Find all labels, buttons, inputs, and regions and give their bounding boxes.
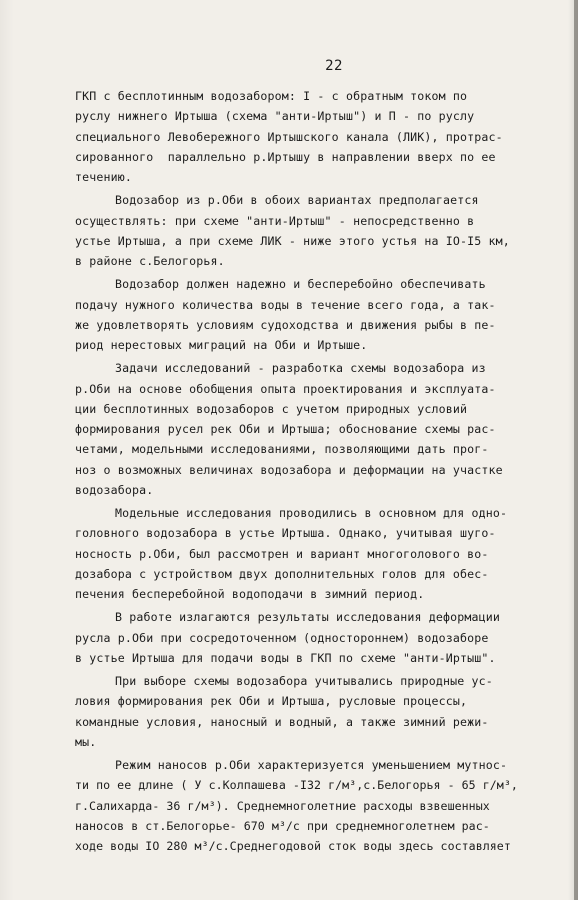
text-line: наносов в ст.Белогорье- 670 м³/с при среднемноголетнем рас- [75, 818, 490, 833]
text-line: г.Салихарда- 36 г/м³). Среднемноголетние расходы взвешенных [75, 798, 490, 813]
text-line: р.Оби на основе обобщения опыта проектирования и эксплуата- [75, 381, 496, 396]
text-line: ловия формирования рек Оби и Иртыша, русловые процессы, [75, 694, 468, 709]
text-line: русла р.Оби при сосредоточенном (одностороннем) водозаборе [75, 630, 489, 645]
text-line: течению. [75, 170, 133, 184]
text-line: риод нерестовых миграций на Оби и Иртыше. [75, 338, 368, 352]
body-text [75, 86, 575, 856]
text-line: четами, модельными исследованиями, позволяющими дать прог- [75, 442, 489, 457]
paragraph-first-line: Задачи исследований - разработка схемы водозабора из [115, 361, 486, 376]
text-line: руслу нижнего Иртыша (схема "анти-Иртыш") и П - по руслу [75, 109, 475, 124]
text-line: водозабора. [75, 482, 154, 497]
text-line: специального Левобережного Иртышского канала (ЛИК), протрас- [75, 129, 503, 144]
text-line: ноз о возможных величинах водозабора и деформации на участке [75, 462, 503, 477]
text-line: сированного параллельно р.Иртышу в направлении вверх по ее [75, 149, 496, 164]
text-line: в устье Иртыша для подачи воды в ГКП по схеме "анти-Иртыш". [75, 650, 496, 665]
text-line: командные условия, наносный и водный, а также зимний режи- [75, 714, 489, 729]
text-line: ГКП с бесплотинным водозабором: I - с обратным током по [75, 89, 468, 103]
text-line: дозабора с устройством двух дополнительных голов для обес- [75, 566, 489, 581]
paragraph-first-line: Модельные исследования проводились в основном для одно- [115, 506, 508, 520]
paragraph-first-line: Режим наносов р.Оби характеризуется уменьшением мутнос- [115, 758, 508, 772]
text-line: ходе воды IO 280 м³/с.Среднегодовой сток воды здесь составляет [75, 839, 511, 853]
text-line: носность р.Оби, был рассмотрен и вариант многоголового во- [75, 546, 489, 561]
text-line: осуществлять: при схеме "анти-Иртыш" - непосредственно в [75, 213, 475, 228]
text-line: мы. [75, 734, 97, 749]
text-line: печения бесперебойной водоподачи в зимний период. [75, 587, 425, 601]
paragraph-first-line: Водозабор из р.Оби в обоих вариантах предполагается [115, 193, 479, 208]
text-line: головного водозабора в устье Иртыша. Однако, учитывая шуго- [75, 526, 496, 541]
text-line: в районе с.Белогорья. [75, 254, 225, 268]
text-line: формирования русел рек Оби и Иртыша; обоснование схемы рас- [75, 422, 496, 436]
paragraph-first-line: Водозабор должен надежно и бесперебойно обеспечивать [115, 277, 486, 292]
page-number: 22 [325, 58, 343, 74]
text-line: же удовлетворять условиям судоходства и движения рыбы в пе- [75, 317, 496, 332]
paragraph-first-line: В работе излагаются результаты исследования деформации [115, 610, 501, 625]
paragraph-first-line: При выборе схемы водозабора учитывались природные ус- [115, 674, 493, 688]
text-line: ти по ее длине ( У с.Колпашева -I32 г/м³,с.Белогорья - 65 г/м³, [75, 778, 518, 793]
text-line: подачу нужного количества воды в течение всего года, а так- [75, 297, 496, 312]
page-edge-shadow [574, 0, 578, 900]
text-line: устье Иртыша, а при схеме ЛИК - ниже этого устья на IO-I5 км, [75, 233, 510, 248]
text-line: ции бесплотинных водозаборов с учетом природных условий [75, 401, 468, 416]
